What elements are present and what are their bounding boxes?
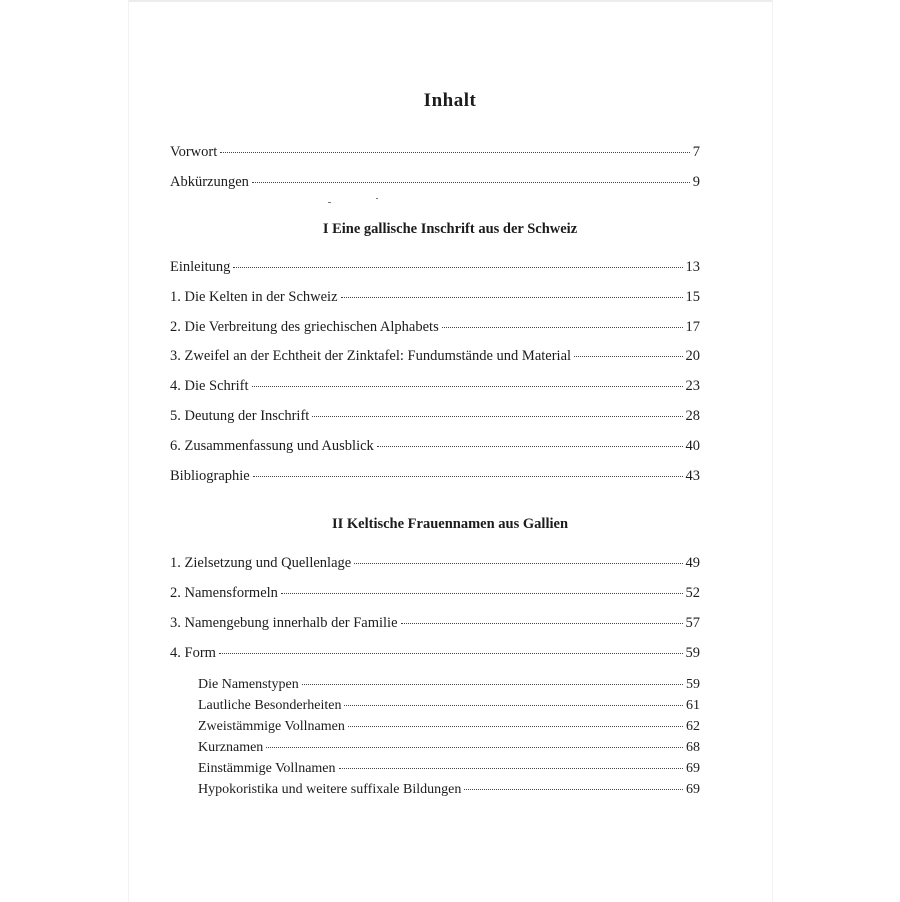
toc-entry-page: 20 [685, 348, 700, 364]
leader-dots [464, 788, 683, 790]
toc-subentry [198, 760, 700, 777]
toc-entry-label: 5. Deutung der Inschrift [170, 408, 310, 424]
toc-entry-label: 2. Die Verbreitung des griechischen Alphabets [170, 319, 439, 335]
toc-entry-page: 52 [685, 585, 700, 601]
toc-entry-page: 40 [685, 438, 700, 454]
scan-speck [376, 198, 378, 199]
leader-dots [253, 475, 683, 477]
toc-entry [170, 347, 700, 365]
toc-entry-label: 6. Zusammenfassung und Ausblick [170, 438, 374, 454]
toc-entry [170, 318, 700, 336]
leader-dots [219, 652, 683, 654]
toc-entry-page: 49 [685, 555, 700, 571]
toc-entry-page: 23 [685, 378, 700, 394]
toc-entry-label: Die Namenstypen [198, 677, 299, 692]
toc-entry-label: Einstämmige Vollnamen [198, 761, 336, 776]
toc-entry-label: Hypokoristika und weitere suffixale Bildungen [198, 782, 462, 797]
toc-entry-page: 28 [685, 408, 700, 424]
toc-entry-label: 4. Form [170, 645, 216, 661]
leader-dots [281, 592, 683, 594]
leader-dots [354, 562, 682, 564]
leader-dots [344, 704, 683, 706]
toc-subentry [198, 739, 700, 756]
leader-dots [442, 326, 683, 328]
toc-entry [170, 377, 700, 395]
toc-entry-page: 43 [685, 468, 700, 484]
toc-entry-page: 9 [692, 174, 700, 190]
toc-title: Inhalt [423, 90, 477, 111]
leader-dots [252, 385, 683, 387]
toc-entry [170, 258, 700, 276]
leader-dots [339, 767, 683, 769]
toc-entry-page: 13 [685, 259, 700, 275]
toc-entry-label: 4. Die Schrift [170, 378, 249, 394]
section-heading-2: II Keltische Frauennamen aus Gallien [331, 516, 569, 532]
toc-entry-label: Kurznamen [198, 740, 264, 755]
section-heading-1: I Eine gallische Inschrift aus der Schweiz [322, 221, 578, 237]
toc-entry-label: 1. Zielsetzung und Quellenlage [170, 555, 352, 571]
toc-entry-page: 15 [685, 289, 700, 305]
toc-entry-label: 2. Namensformeln [170, 585, 278, 601]
toc-entry-label: Zweistämmige Vollnamen [198, 719, 345, 734]
toc-entry-label: 3. Zweifel an der Echtheit der Zinktafel: Fundumstände und Material [170, 348, 572, 364]
toc-entry-label: 1. Die Kelten in der Schweiz [170, 289, 338, 305]
leader-dots [233, 266, 682, 268]
toc-entry-label: Abkürzungen [170, 174, 249, 190]
toc-entry-page: 61 [686, 698, 700, 713]
toc-entry [170, 584, 700, 602]
leader-dots [302, 683, 683, 685]
scan-speck [328, 202, 331, 203]
leader-dots [574, 355, 682, 357]
leader-dots [341, 296, 683, 298]
toc-entry-page: 69 [686, 761, 700, 776]
toc-entry-page: 62 [686, 719, 700, 734]
toc-entry-page: 17 [685, 319, 700, 335]
toc-entry-page: 69 [686, 782, 700, 797]
toc-entry-label: Bibliographie [170, 468, 250, 484]
toc-entry [170, 554, 700, 572]
toc-entry-page: 59 [685, 645, 700, 661]
toc-entry-label: Lautliche Besonderheiten [198, 698, 342, 713]
toc-entry-label: Einleitung [170, 259, 231, 275]
toc-entry [170, 437, 700, 455]
toc-entry-label: 3. Namengebung innerhalb der Familie [170, 615, 398, 631]
toc-entry-page: 68 [686, 740, 700, 755]
leader-dots [220, 151, 689, 153]
toc-entry [170, 644, 700, 662]
toc-subentry [198, 718, 700, 735]
leader-dots [377, 445, 683, 447]
leader-dots [252, 181, 690, 183]
toc-entry-page: 59 [686, 677, 700, 692]
toc-entry-page: 7 [692, 144, 700, 160]
toc-entry-abkuerzungen [170, 173, 700, 191]
leader-dots [266, 746, 683, 748]
toc-entry-page: 57 [685, 615, 700, 631]
leader-dots [401, 622, 683, 624]
leader-dots [348, 725, 683, 727]
toc-entry [170, 614, 700, 632]
toc-subentry [198, 697, 700, 714]
toc-subentry [198, 781, 700, 798]
toc-entry-label: Vorwort [170, 144, 218, 160]
leader-dots [312, 415, 682, 417]
toc-subentry [198, 676, 700, 693]
toc-entry [170, 288, 700, 306]
toc-entry [170, 407, 700, 425]
toc-entry [170, 467, 700, 485]
toc-entry-vorwort [170, 143, 700, 161]
